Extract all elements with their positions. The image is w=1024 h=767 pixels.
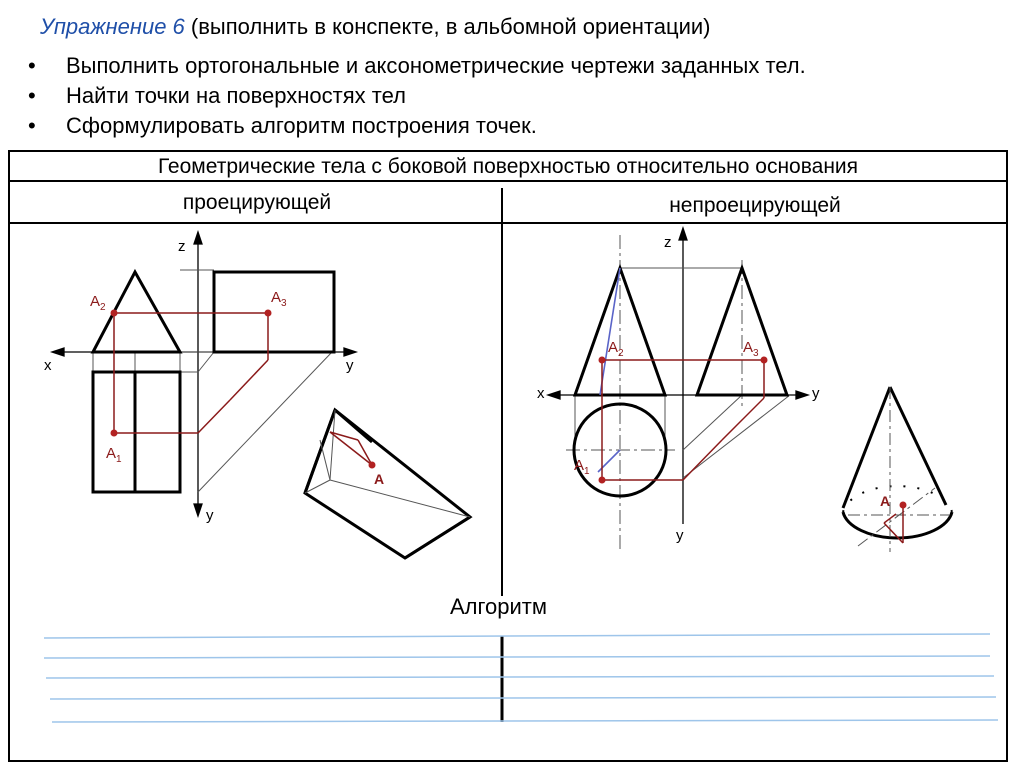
point-a2-label: $A_2$ [608,339,624,359]
point-a1-marker [599,477,606,484]
arrow-icon [194,504,202,516]
point-a3-label: $A_3$ [271,289,287,309]
axis-y-label: y [676,527,684,544]
arrow-icon [796,391,808,399]
point-a2-marker [599,357,606,364]
axis-y-label: y [812,385,820,402]
axis-x-label: x [537,385,545,402]
axis-y-label: y [346,357,354,374]
point-a2-marker [111,310,118,317]
point-a3-marker [761,357,768,364]
task-text: Выполнить ортогональные и аксонометрические чертежи заданных тел. [66,53,806,78]
point-a1-label: $A_1$ [574,457,590,477]
exercise-note: (выполнить в конспекте, в альбомной ориентации) [184,14,711,39]
task-text: Найти точки на поверхностях тел [66,83,406,108]
arrow-icon [344,348,356,356]
column-header-nonprojecting: непроецирующей [669,194,841,217]
cone-axonometric-axes [848,387,950,552]
point-a3-label: $A_3$ [743,339,759,359]
table-title: Геометрические тела с боковой поверхностью относительно основания [157,155,859,178]
axis-x-label: x [44,357,52,374]
point-a-axon-label: A [374,471,385,487]
ruled-lines [44,634,998,722]
cone-generatrix-front [600,268,620,395]
task-text: Сформулировать алгоритм построения точек. [66,113,537,138]
axis-z-label: z [178,238,186,255]
point-a3-marker [265,310,272,317]
prism-axonometric [305,410,470,558]
axis-y-label: y [206,507,214,524]
bullet-icon: • [28,83,36,108]
arrow-icon [679,228,687,240]
prism-front-view [93,272,180,352]
point-a1-label: $A_1$ [106,445,122,465]
point-a2-label: $A_2$ [90,293,106,313]
bullet-icon: • [28,53,36,78]
arrow-icon [52,348,64,356]
point-a-axon-marker [900,502,907,509]
prism-side-view [214,272,334,352]
right-drawing [537,228,952,552]
point-a-axon-marker [369,462,376,469]
arrow-icon [548,391,560,399]
arrow-icon [194,232,202,244]
exercise-label: Упражнение 6 [40,14,185,39]
left-drawing [44,232,470,558]
point-a1-marker [111,430,118,437]
column-header-projecting: проецирующей [182,191,332,214]
bullet-icon: • [28,113,36,138]
point-a-axon-label: A [880,493,891,509]
axis-z-label: z [664,234,672,251]
algorithm-label: Алгоритм [450,594,548,619]
